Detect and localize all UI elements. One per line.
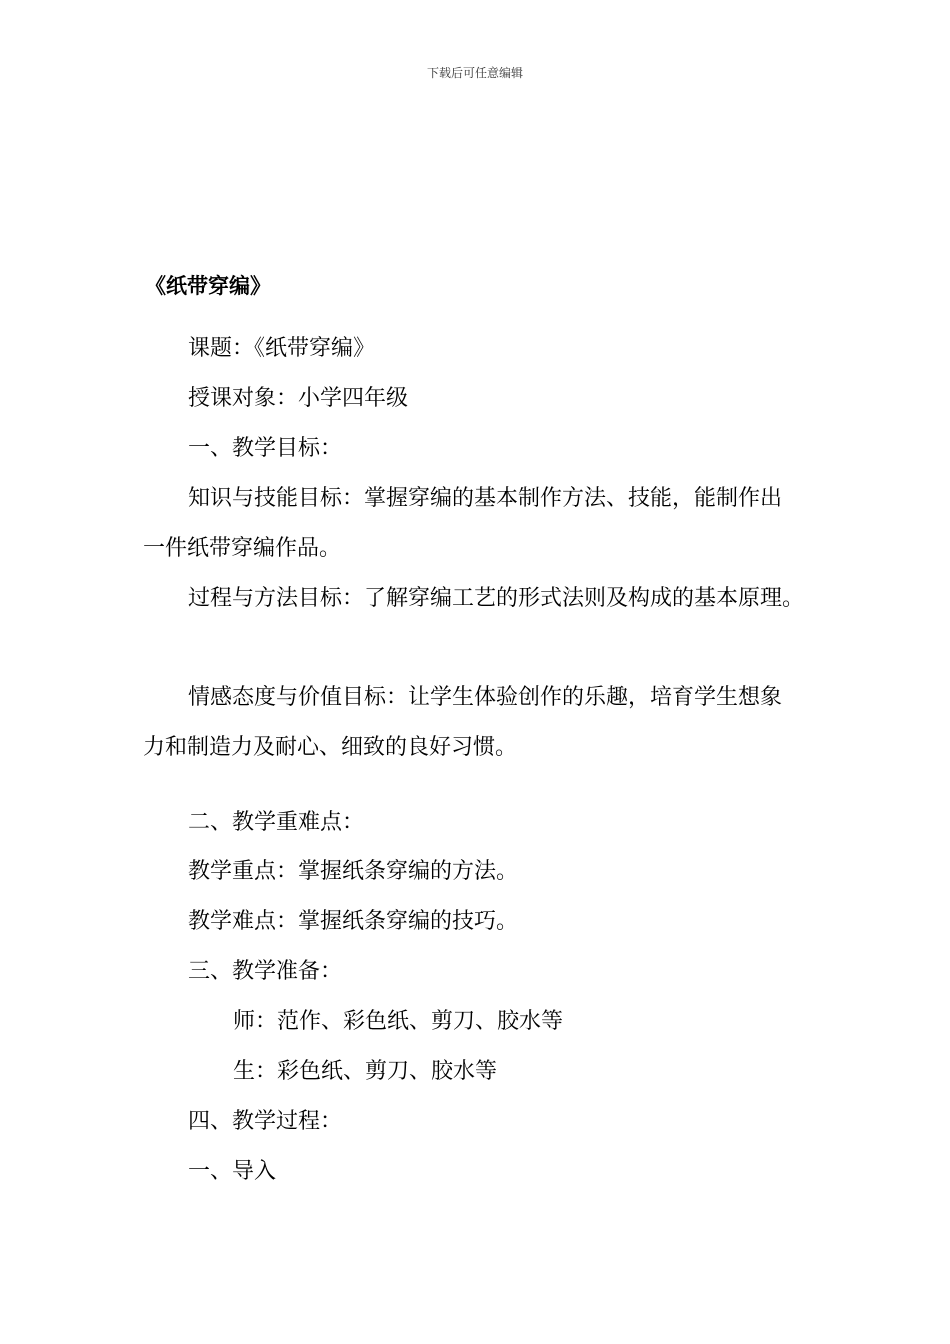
document-title: 《纸带穿编》 bbox=[145, 274, 271, 298]
preparation-student: 生：彩色纸、剪刀、胶水等 bbox=[233, 1059, 498, 1084]
lesson-topic: 课题：《纸带穿编》 bbox=[188, 336, 376, 361]
difficult-point: 教学难点：掌握纸条穿编的技巧。 bbox=[188, 909, 519, 934]
objective-process: 过程与方法目标：了解穿编工艺的形式法则及构成的基本原理。 bbox=[188, 586, 805, 611]
key-point: 教学重点：掌握纸条穿编的方法。 bbox=[188, 859, 519, 884]
objective-knowledge-line-2: 一件纸带穿编作品。 bbox=[143, 536, 342, 561]
preparation-teacher: 师：范作、彩色纸、剪刀、胶水等 bbox=[233, 1009, 564, 1034]
process-step-introduction: 一、导入 bbox=[188, 1159, 277, 1184]
objective-attitude-line-2: 力和制造力及耐心、细致的良好习惯。 bbox=[143, 735, 518, 760]
section-heading-objectives: 一、教学目标： bbox=[188, 436, 343, 461]
objective-knowledge-line-1: 知识与技能目标：掌握穿编的基本制作方法、技能，能制作出 bbox=[188, 486, 783, 511]
lesson-audience: 授课对象：小学四年级 bbox=[188, 386, 409, 411]
section-heading-process: 四、教学过程： bbox=[188, 1109, 343, 1134]
objective-attitude-line-1: 情感态度与价值目标：让学生体验创作的乐趣，培育学生想象 bbox=[188, 685, 783, 710]
section-heading-preparation: 三、教学准备： bbox=[188, 959, 343, 984]
page-header-note: 下载后可任意编辑 bbox=[426, 66, 523, 80]
section-heading-key-points: 二、教学重难点： bbox=[188, 810, 365, 835]
